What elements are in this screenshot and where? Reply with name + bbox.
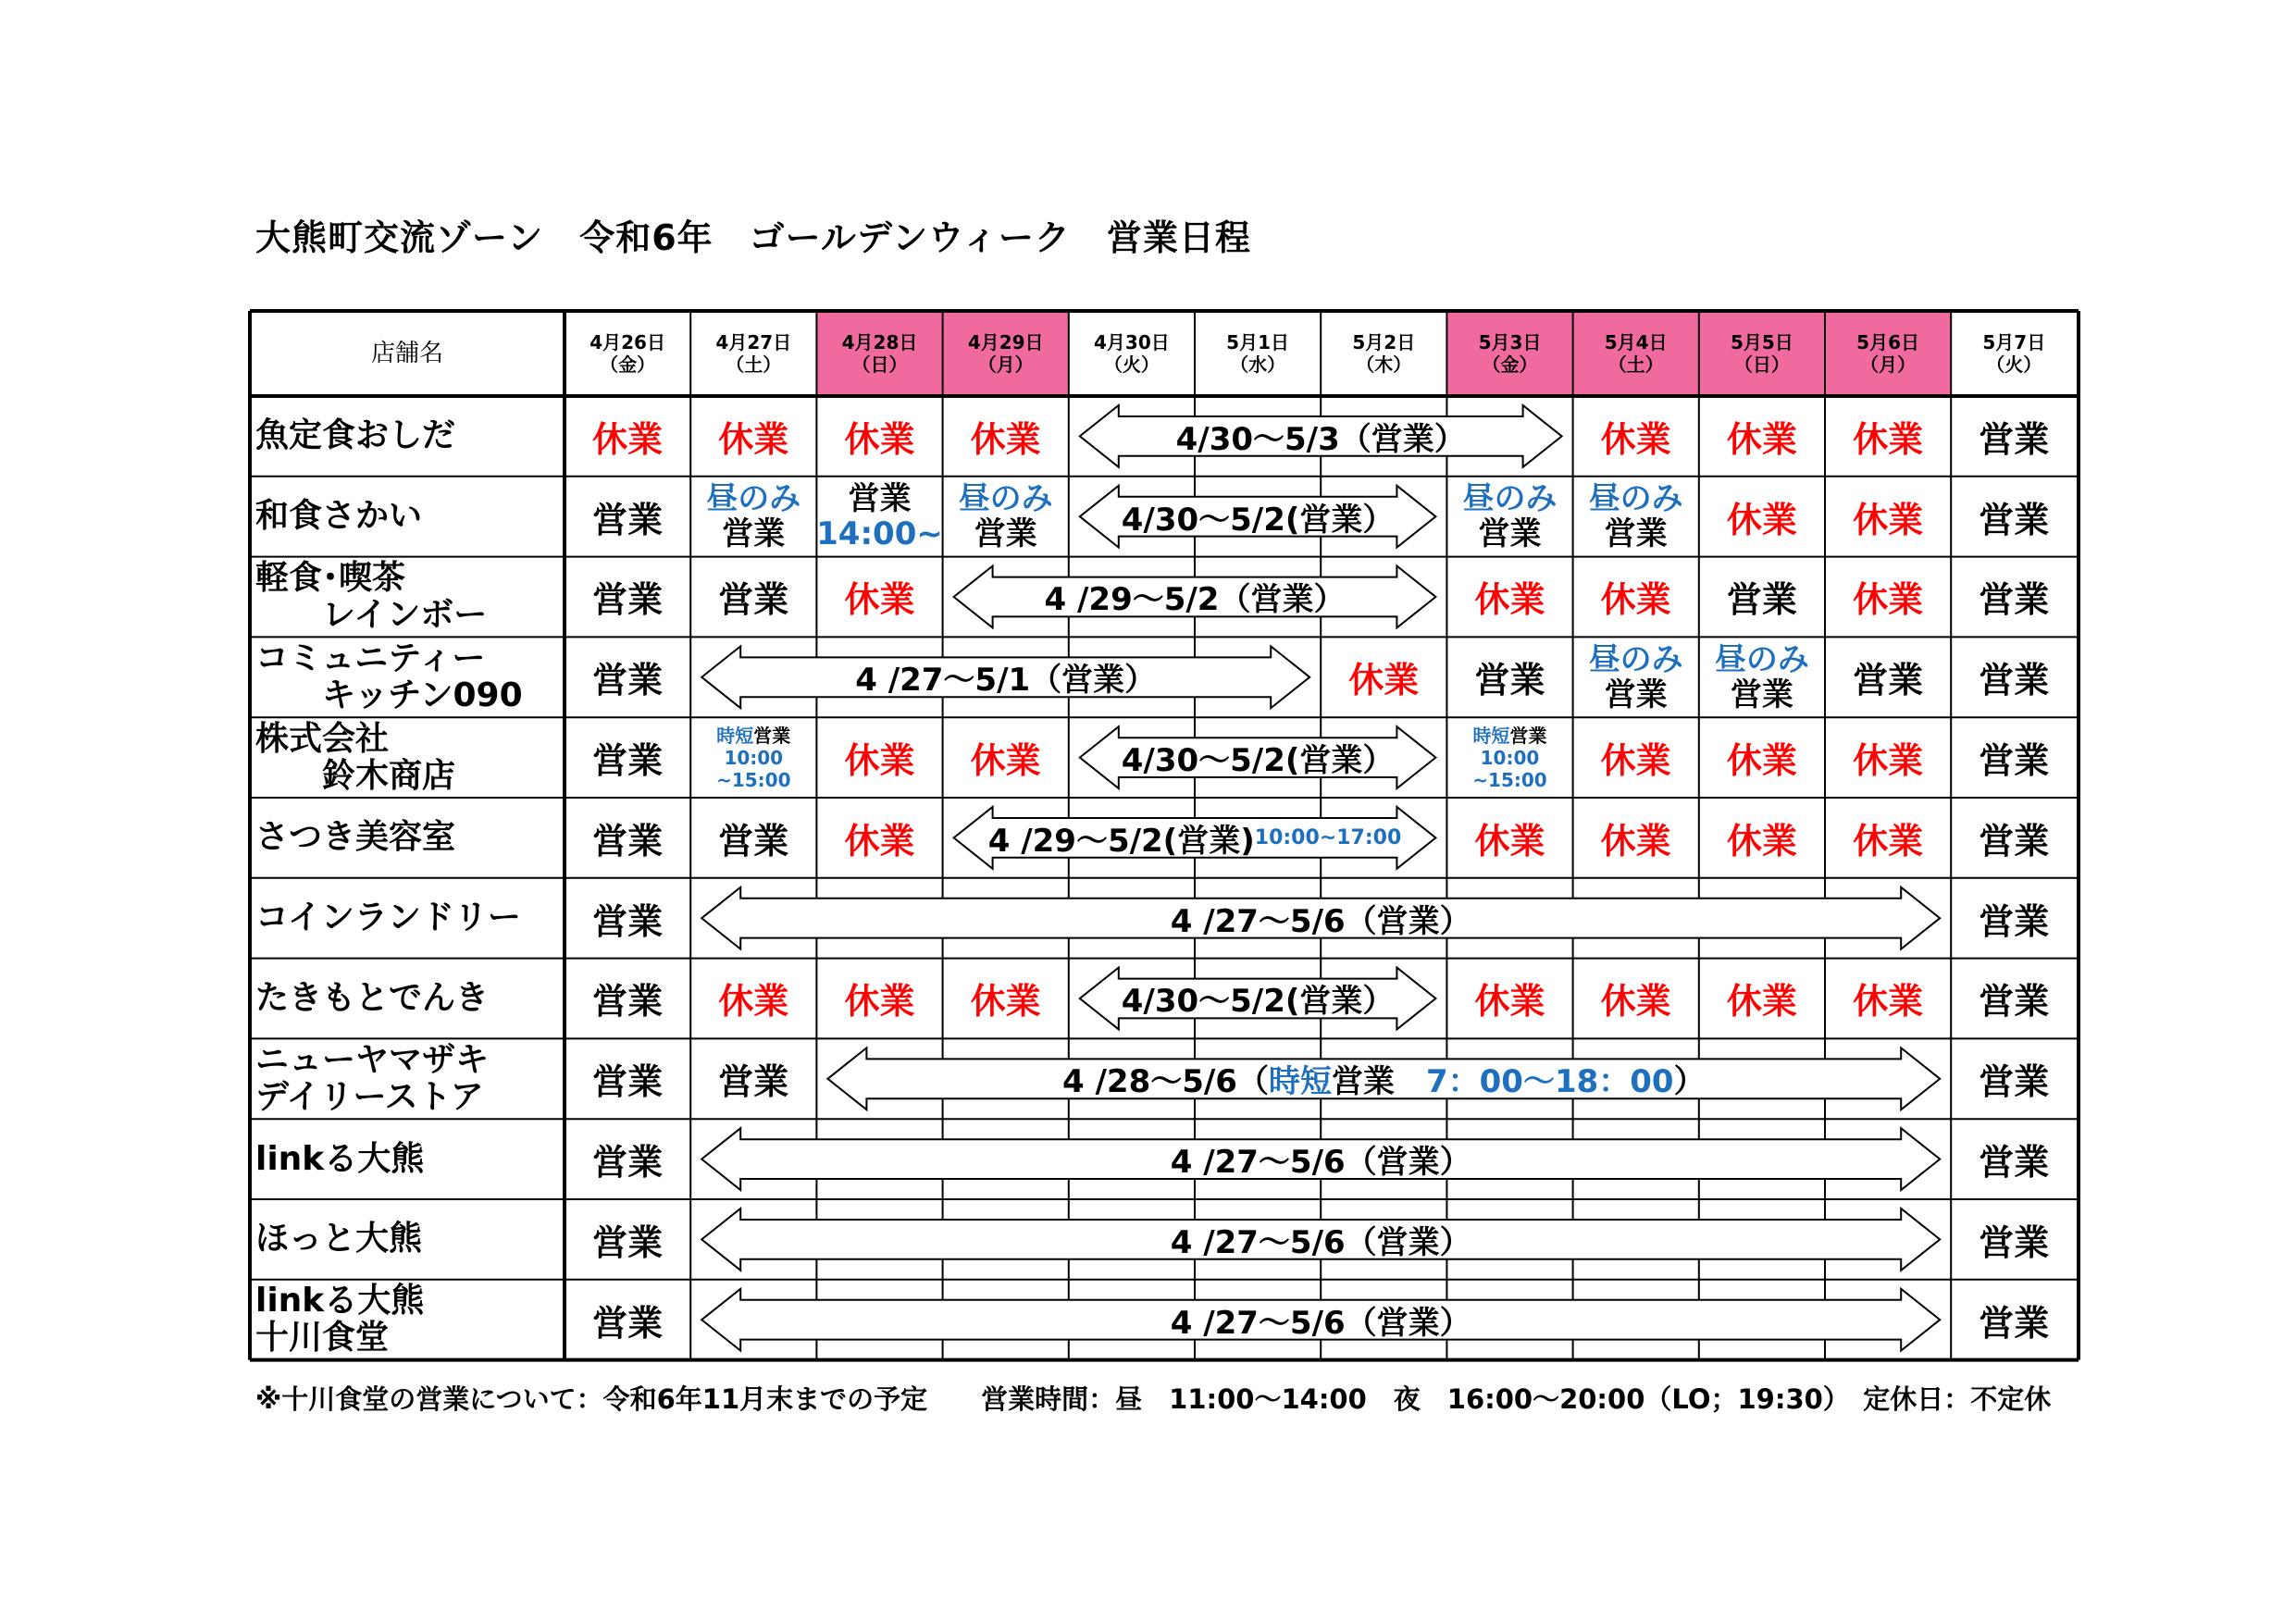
status-closed: 休業	[1726, 820, 1797, 862]
period-label	[740, 878, 1901, 959]
day-of-week: （月）	[977, 353, 1034, 376]
store-name: 魚定食おしだ	[255, 416, 456, 455]
day-of-week: （土）	[726, 353, 782, 376]
period-label	[1119, 959, 1397, 1039]
period-text: 時短	[1268, 1063, 1332, 1101]
open-from-time: 14:00~	[816, 515, 943, 553]
day-of-week: （金）	[600, 353, 656, 376]
day-of-week: （土）	[1607, 353, 1664, 376]
status-closed: 休業	[1600, 418, 1671, 460]
period-text: 4 /27～5/6（営業）	[1170, 1144, 1471, 1182]
status-closed: 休業	[1853, 418, 1924, 460]
day-header	[943, 311, 1069, 396]
period-label	[740, 637, 1271, 717]
status-closed: 休業	[1726, 981, 1797, 1023]
status-lunch-only	[1446, 477, 1572, 557]
status-closed: 休業	[1726, 499, 1797, 540]
short-hours-label: 時短	[716, 724, 754, 747]
status-closed: 休業	[1853, 579, 1924, 621]
day-of-week: （月）	[1860, 353, 1917, 376]
status-open: 営業	[1979, 1302, 2050, 1344]
status-closed: 休業	[1853, 499, 1924, 540]
status-closed: 休業	[844, 981, 915, 1023]
status-closed: 休業	[1348, 660, 1420, 701]
status-closed: 休業	[1853, 981, 1924, 1023]
status-open: 営業	[1979, 740, 2050, 782]
status-open-from	[816, 477, 942, 557]
status-open: 営業	[1979, 1142, 2050, 1184]
day-of-week: （日）	[1733, 353, 1790, 376]
period-text: 4/30～5/3（営業）	[1175, 420, 1466, 458]
day-date: 4月29日	[967, 331, 1044, 353]
status-open: 営業	[1979, 900, 2050, 942]
status-closed: 休業	[1726, 740, 1797, 782]
period-label	[987, 798, 1402, 878]
status-closed: 休業	[718, 981, 789, 1023]
short-hours-end: ~15:00	[1472, 768, 1547, 791]
status-lunch-only	[943, 477, 1069, 557]
status-open: 営業	[592, 900, 664, 942]
day-header	[690, 311, 816, 396]
period-label	[993, 557, 1397, 638]
status-closed: 休業	[1600, 740, 1671, 782]
day-date: 4月30日	[1094, 331, 1170, 353]
status-closed: 休業	[844, 579, 915, 621]
store-name: コミュニティー キッチン090	[255, 638, 523, 714]
status-open: 営業	[1726, 579, 1797, 621]
period-text: 4/30～5/2(営業）	[1121, 742, 1395, 780]
status-open: 営業	[592, 579, 664, 621]
day-date: 5月5日	[1730, 331, 1793, 353]
day-date: 5月4日	[1604, 331, 1668, 353]
lunch-only-label: 昼のみ	[1714, 640, 1809, 678]
status-short-hours	[1446, 717, 1572, 798]
status-open: 営業	[592, 1302, 664, 1344]
day-date: 4月28日	[841, 331, 918, 353]
lunch-only-open: 営業	[1730, 676, 1793, 713]
status-closed: 休業	[1600, 981, 1671, 1023]
status-closed: 休業	[1600, 820, 1671, 862]
period-label	[1119, 717, 1397, 798]
day-header	[565, 311, 690, 396]
status-lunch-only	[1699, 637, 1825, 717]
status-closed: 休業	[844, 740, 915, 782]
period-text: 7：00～18：00	[1425, 1063, 1674, 1101]
day-header	[1825, 311, 1951, 396]
day-date: 4月27日	[715, 331, 792, 353]
period-text: 営業	[1331, 1063, 1426, 1101]
short-hours-line	[716, 725, 790, 747]
day-date: 4月26日	[590, 331, 665, 353]
period-label	[866, 1038, 1901, 1119]
status-open: 営業	[1979, 1221, 2050, 1263]
status-open: 営業	[1853, 660, 1924, 701]
lunch-only-label: 昼のみ	[1588, 640, 1683, 678]
footnote: ※十川食堂の営業について：令和6年11月末までの予定 営業時間：昼 11:00～14:00 夜 16:00～20:00（LO；19:30） 定休日：不定休	[255, 1383, 2052, 1415]
status-lunch-only	[690, 477, 816, 557]
day-header	[1699, 311, 1825, 396]
day-header	[1446, 311, 1572, 396]
store-name-header: 店舗名	[370, 340, 443, 367]
period-text: 4 /28～5/6（	[1062, 1063, 1269, 1101]
status-open: 営業	[1979, 660, 2050, 701]
status-open: 営業	[1979, 579, 2050, 621]
status-closed: 休業	[592, 418, 664, 460]
store-name: ニューヤマザキ デイリーストア	[255, 1040, 490, 1116]
status-closed: 休業	[844, 418, 915, 460]
status-open: 営業	[718, 1061, 789, 1103]
day-of-week: （木）	[1356, 353, 1412, 376]
day-header	[1573, 311, 1699, 396]
status-closed: 休業	[1474, 820, 1545, 862]
period-text: 4 /27～5/6（営業）	[1170, 1223, 1471, 1261]
store-name: 株式会社 鈴木商店	[255, 719, 456, 795]
store-name: linkる大熊 十川食堂	[255, 1282, 425, 1357]
period-text: 4 /29～5/2（営業）	[1044, 581, 1346, 619]
status-open: 営業	[592, 660, 664, 701]
status-closed: 休業	[718, 418, 789, 460]
lunch-only-label: 昼のみ	[1588, 480, 1683, 518]
short-hours-start: 10:00	[724, 746, 784, 769]
day-date: 5月6日	[1856, 331, 1920, 353]
day-date: 5月7日	[1982, 331, 2046, 353]
day-date: 5月3日	[1478, 331, 1542, 353]
status-closed: 休業	[1474, 579, 1545, 621]
store-name: linkる大熊	[255, 1139, 425, 1178]
day-date: 5月1日	[1226, 331, 1290, 353]
day-of-week: （水）	[1230, 353, 1286, 376]
lunch-only-label: 昼のみ	[1462, 480, 1558, 518]
day-header	[1951, 311, 2077, 396]
status-closed: 休業	[1600, 579, 1671, 621]
short-hours-label: 時短	[1472, 724, 1510, 747]
short-hours-open: 営業	[1509, 724, 1547, 747]
short-hours-line	[1472, 725, 1546, 747]
period-text: 10:00~17:00	[1254, 825, 1402, 849]
lunch-only-open: 営業	[1604, 515, 1668, 553]
status-open: 営業	[718, 820, 789, 862]
day-header	[1321, 311, 1446, 396]
period-text: 4 /27～5/6（営業）	[1170, 902, 1471, 940]
lunch-only-label: 昼のみ	[706, 480, 801, 518]
period-label	[740, 1280, 1901, 1360]
status-closed: 休業	[1853, 740, 1924, 782]
day-header	[816, 311, 942, 396]
store-name: さつき美容室	[255, 818, 456, 857]
lunch-only-open: 営業	[1478, 515, 1542, 553]
lunch-only-open: 営業	[722, 515, 786, 553]
status-closed: 休業	[970, 740, 1041, 782]
status-open: 営業	[592, 499, 664, 540]
status-open: 営業	[718, 579, 789, 621]
status-open: 営業	[592, 740, 664, 782]
lunch-only-label: 昼のみ	[958, 480, 1053, 518]
store-name: ほっと大熊	[255, 1220, 423, 1258]
period-text: 4/30～5/2(営業）	[1121, 983, 1395, 1021]
store-name: 和食さかい	[255, 497, 423, 536]
period-label	[740, 1119, 1901, 1199]
status-closed: 休業	[970, 418, 1041, 460]
day-header	[1195, 311, 1321, 396]
status-open: 営業	[592, 1061, 664, 1103]
period-text: 4 /27～5/6（営業）	[1170, 1304, 1471, 1342]
period-text: 4 /29～5/2(営業)	[987, 822, 1255, 860]
status-lunch-only	[1573, 477, 1699, 557]
store-name: 軽食･喫茶 レインボー	[255, 558, 488, 634]
status-open: 営業	[1979, 820, 2050, 862]
day-header	[1069, 311, 1195, 396]
status-open: 営業	[592, 820, 664, 862]
day-date: 5月2日	[1352, 331, 1416, 353]
status-open: 営業	[592, 1142, 664, 1184]
status-open: 営業	[1979, 499, 2050, 540]
store-name: コインランドリー	[255, 899, 521, 937]
short-hours-open: 営業	[753, 724, 791, 747]
period-label	[1119, 477, 1397, 557]
day-of-week: （金）	[1482, 353, 1538, 376]
period-text: ）	[1673, 1063, 1706, 1101]
status-closed: 休業	[1853, 820, 1924, 862]
lunch-only-open: 営業	[974, 515, 1037, 553]
open-from-label: 営業	[848, 480, 912, 518]
status-open: 営業	[1979, 418, 2050, 460]
period-text: 4/30～5/2(営業）	[1121, 501, 1395, 539]
day-of-week: （火）	[1986, 353, 2042, 376]
period-label	[740, 1199, 1901, 1280]
status-open: 営業	[1979, 1061, 2050, 1103]
status-short-hours	[690, 717, 816, 798]
status-open: 営業	[592, 1221, 664, 1263]
day-of-week: （日）	[851, 353, 908, 376]
period-text: 4 /27～5/1（営業）	[855, 662, 1157, 700]
status-closed: 休業	[1474, 981, 1545, 1023]
status-lunch-only	[1573, 637, 1699, 717]
lunch-only-open: 営業	[1604, 676, 1668, 713]
status-open: 営業	[1979, 981, 2050, 1023]
short-hours-end: ~15:00	[716, 768, 791, 791]
page-title: 大熊町交流ゾーン 令和6年 ゴールデンウィーク 営業日程	[255, 217, 1251, 258]
status-closed: 休業	[844, 820, 915, 862]
status-open: 営業	[1474, 660, 1545, 701]
short-hours-start: 10:00	[1480, 746, 1540, 769]
period-label	[1119, 396, 1523, 477]
status-closed: 休業	[970, 981, 1041, 1023]
day-of-week: （火）	[1103, 353, 1160, 376]
store-name: たきもとでんき	[255, 978, 490, 1017]
status-open: 営業	[592, 981, 664, 1023]
status-closed: 休業	[1726, 418, 1797, 460]
